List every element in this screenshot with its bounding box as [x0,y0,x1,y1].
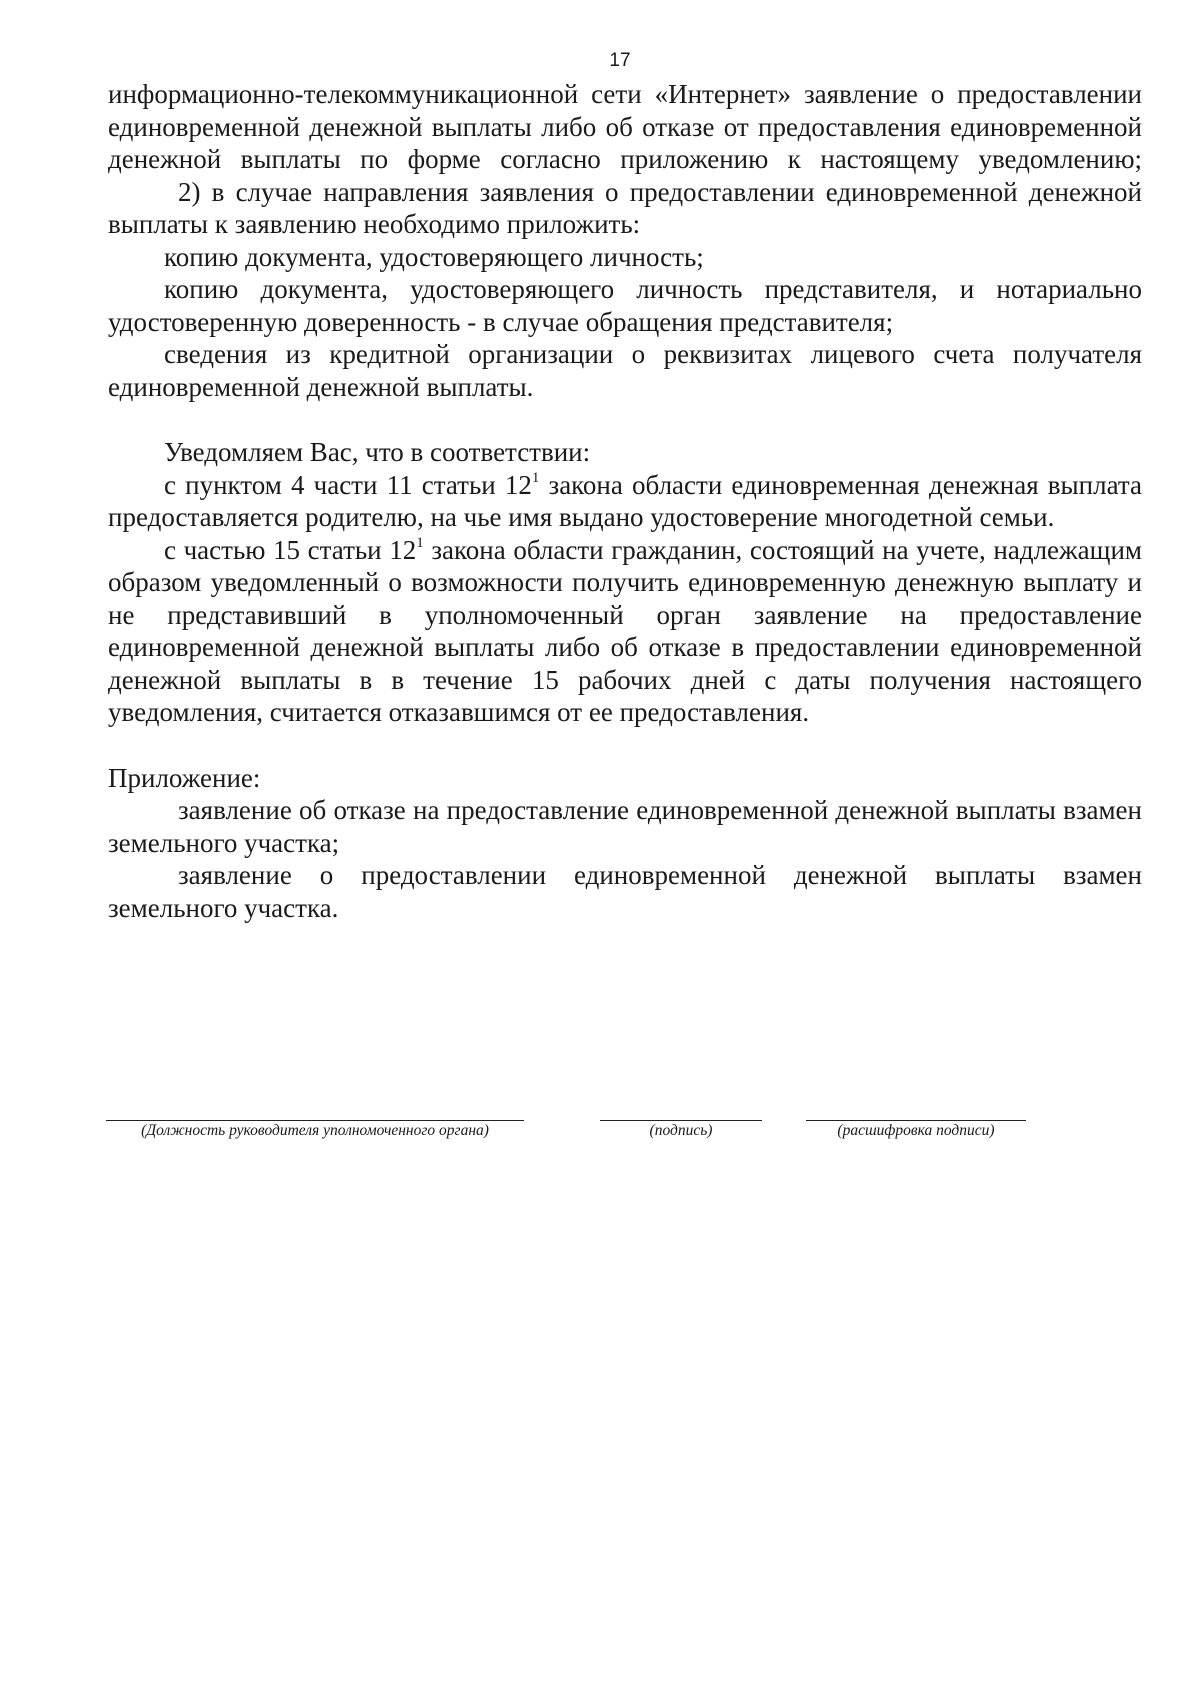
page-number: 17 [609,50,631,71]
signature-line [106,1120,524,1121]
position-label: (Должность руководителя уполномоченного органа) [141,1122,489,1139]
paragraph-law-point-4 [108,469,1142,534]
paragraph-text: закона области единовременная денежная выплата предоставляется родителю, на чье имя выдано удостоверение многодетной семьи. [108,469,1142,532]
paragraph-continuation [108,78,1142,176]
paragraph-notice [108,436,1142,469]
signature-line [600,1120,762,1121]
paragraph-text: Уведомляем Вас, что в соответствии: [164,437,591,467]
paragraph-item-2 [108,176,1142,241]
paragraph-attachment-1 [108,241,1142,274]
paragraph-text: сведения из кредитной организации о реквизитах лицевого счета получателя единовременной денежной выплаты. [108,339,1142,402]
signature-label: (подпись) [649,1122,713,1139]
paragraph-text: с частью 15 статьи 12 [164,534,417,565]
spacer [108,403,1142,436]
superscript: 1 [416,534,424,551]
decode-label: (расшифровка подписи) [837,1122,995,1139]
superscript: 1 [531,469,540,486]
spacer [108,729,1142,762]
paragraph-text: заявление об отказе на предоставление единовременной денежной выплаты взамен земельного участка; [108,795,1142,858]
appendix-item-2 [108,859,1142,924]
signature-block [106,1120,1026,1160]
paragraph-text: закона области гражданин, состоящий на учете, надлежащим образом уведомленный о возможности получить единовременную денежную выплату и не представивший в уполномоченный орган заявление на предоставление единовременной денежной выплаты либо об отказе в предоставлении единовременной денежной выплаты в в течение 15 рабочих дней с даты получения настоящего уведомления, считается отказавшимся от ее предоставления. [108,534,1142,727]
signature-sign-field [600,1120,762,1140]
paragraph-text: заявление о предоставлении единовременной денежной выплаты взамен земельного участка. [108,860,1142,923]
appendix-heading: Приложение: [108,762,261,793]
paragraph-attachment-2 [108,273,1142,338]
paragraph-text: информационно-телекоммуникационной сети «Интернет» заявление о предоставлении единовременной денежной выплаты либо об отказе от предоставления единовременной денежной выплаты по форме согласно приложению к настоящему уведомлению; [108,79,1142,174]
signature-decode-field [806,1120,1026,1140]
signature-line [806,1120,1026,1121]
document-body [108,78,1142,924]
paragraph-text: копию документа, удостоверяющего личность представителя, и нотариально удостоверенную доверенность - в случае обращения представителя; [108,274,1142,337]
paragraph-text: 2) в случае направления заявления о предоставлении единовременной денежной выплаты к заявлению необходимо приложить: [108,176,1142,239]
appendix-item-1 [108,794,1142,859]
signature-position-field [106,1120,524,1140]
paragraph-text: с пунктом 4 части 11 статьи 12 [164,469,532,500]
paragraph-law-part-15 [108,534,1142,729]
paragraph-attachment-3 [108,338,1142,403]
paragraph-text: копию документа, удостоверяющего личность; [164,241,704,272]
